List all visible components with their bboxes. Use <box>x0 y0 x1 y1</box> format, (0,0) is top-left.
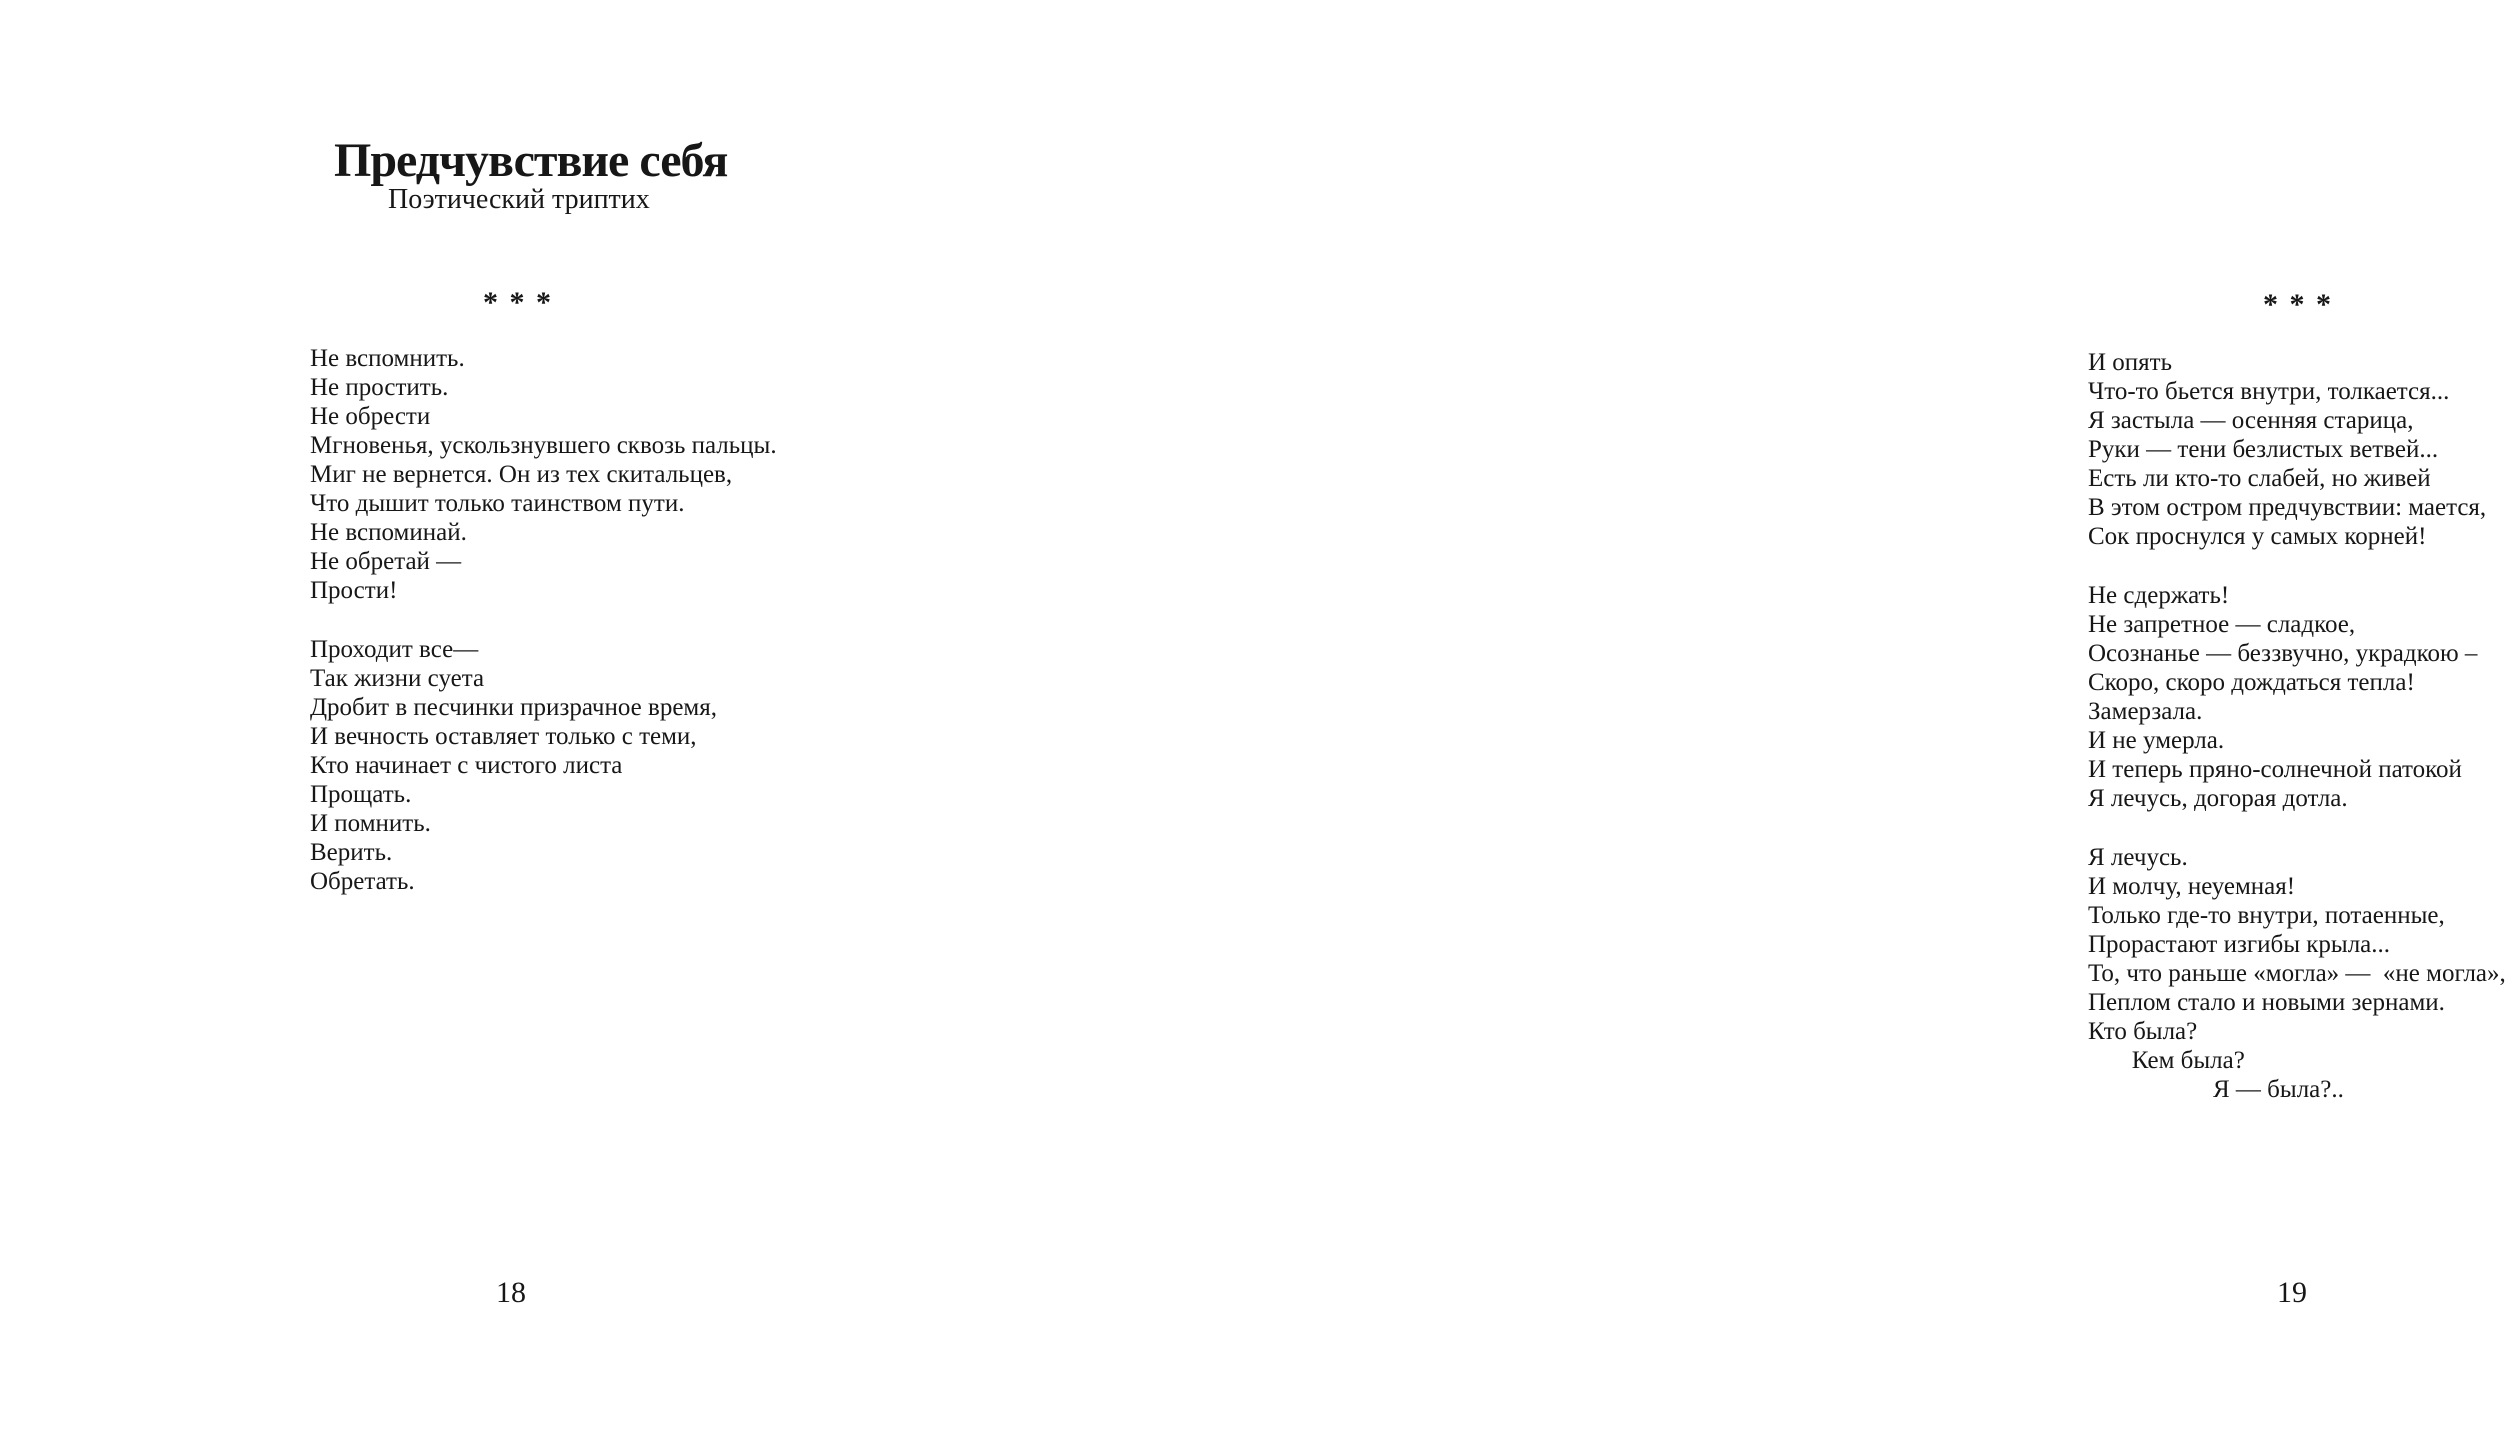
poem-line: Обретать. <box>310 868 415 895</box>
poem-line: Осознанье — беззвучно, украдкою – <box>2088 640 2478 667</box>
poem-line: Есть ли кто-то слабей, но живей <box>2088 465 2431 492</box>
poem-line: То, что раньше «могла» — «не могла», <box>2088 960 2506 987</box>
poem-line: И опять <box>2088 349 2173 376</box>
poem-subtitle: Поэтический триптих <box>388 184 650 215</box>
poem-line: Кто начинает с чистого листа <box>310 752 623 779</box>
poem-right <box>2088 348 2506 1134</box>
poem-line: Не обрести <box>310 403 431 430</box>
poem-line: Не запретное — сладкое, <box>2088 611 2356 638</box>
poem-line: Что дышит только таинством пути. <box>310 490 685 517</box>
poem-line: Я — была?.. <box>2088 1076 2344 1103</box>
page-number-left: 18 <box>496 1276 526 1309</box>
poem-line: И молчу, неуемная! <box>2088 873 2296 900</box>
poem-line: Дробит в песчинки призрачное время, <box>310 694 717 721</box>
poem-line: Не вспомнить. <box>310 345 465 372</box>
poem-line: Кем была? <box>2088 1047 2245 1074</box>
poem-line: Мгновенья, ускользнувшего сквозь пальцы. <box>310 432 777 459</box>
poem-line: Сок проснулся у самых корней! <box>2088 523 2427 550</box>
poem-line: Я лечусь, догорая дотла. <box>2088 785 2348 812</box>
section-marker-left: * * * <box>483 286 553 319</box>
poem-right-stanza-2 <box>2088 581 2506 813</box>
poem-line: И вечность оставляет только с теми, <box>310 723 697 750</box>
section-marker-right: * * * <box>2263 288 2333 321</box>
poem-line: Верить. <box>310 839 393 866</box>
left-page <box>0 0 935 1455</box>
poem-line: Не обретай — <box>310 548 462 575</box>
page-number-right: 19 <box>2277 1276 2307 1309</box>
poem-title: Предчувствие себя <box>334 134 728 187</box>
poem-line: Я лечусь. <box>2088 844 2188 871</box>
poem-line: Не сдержать! <box>2088 582 2230 609</box>
poem-line: Кто была? <box>2088 1018 2198 1045</box>
poem-line: Я застыла — осенняя старица, <box>2088 407 2414 434</box>
poem-line: Только где-то внутри, потаенные, <box>2088 902 2445 929</box>
poem-left-stanza-2 <box>310 635 777 896</box>
poem-line: Проходит все— <box>310 636 479 663</box>
poem-line: И не умерла. <box>2088 727 2225 754</box>
poem-line: Что-то бьется внутри, толкается... <box>2088 378 2450 405</box>
poem-line: Прорастают изгибы крыла... <box>2088 931 2391 958</box>
poem-line: Прощать. <box>310 781 412 808</box>
poem-left-stanza-1 <box>310 344 777 605</box>
poem-line: Так жизни суета <box>310 665 485 692</box>
poem-line: Скоро, скоро дождаться тепла! <box>2088 669 2415 696</box>
poem-left <box>310 344 777 926</box>
poem-line: Замерзала. <box>2088 698 2203 725</box>
poem-line: Руки — тени безлистых ветвей... <box>2088 436 2439 463</box>
poem-line: Пеплом стало и новыми зернами. <box>2088 989 2445 1016</box>
poem-line: И помнить. <box>310 810 431 837</box>
poem-line: Не простить. <box>310 374 449 401</box>
poem-line: И теперь пряно-солнечной патокой <box>2088 756 2462 783</box>
poem-right-stanza-3 <box>2088 843 2506 1104</box>
right-page <box>935 0 2506 1455</box>
poem-line: Не вспоминай. <box>310 519 467 546</box>
poem-right-stanza-1 <box>2088 348 2506 551</box>
poem-line: В этом остром предчувствии: мается, <box>2088 494 2487 521</box>
poem-line: Миг не вернется. Он из тех скитальцев, <box>310 461 733 488</box>
poem-line: Прости! <box>310 577 398 604</box>
